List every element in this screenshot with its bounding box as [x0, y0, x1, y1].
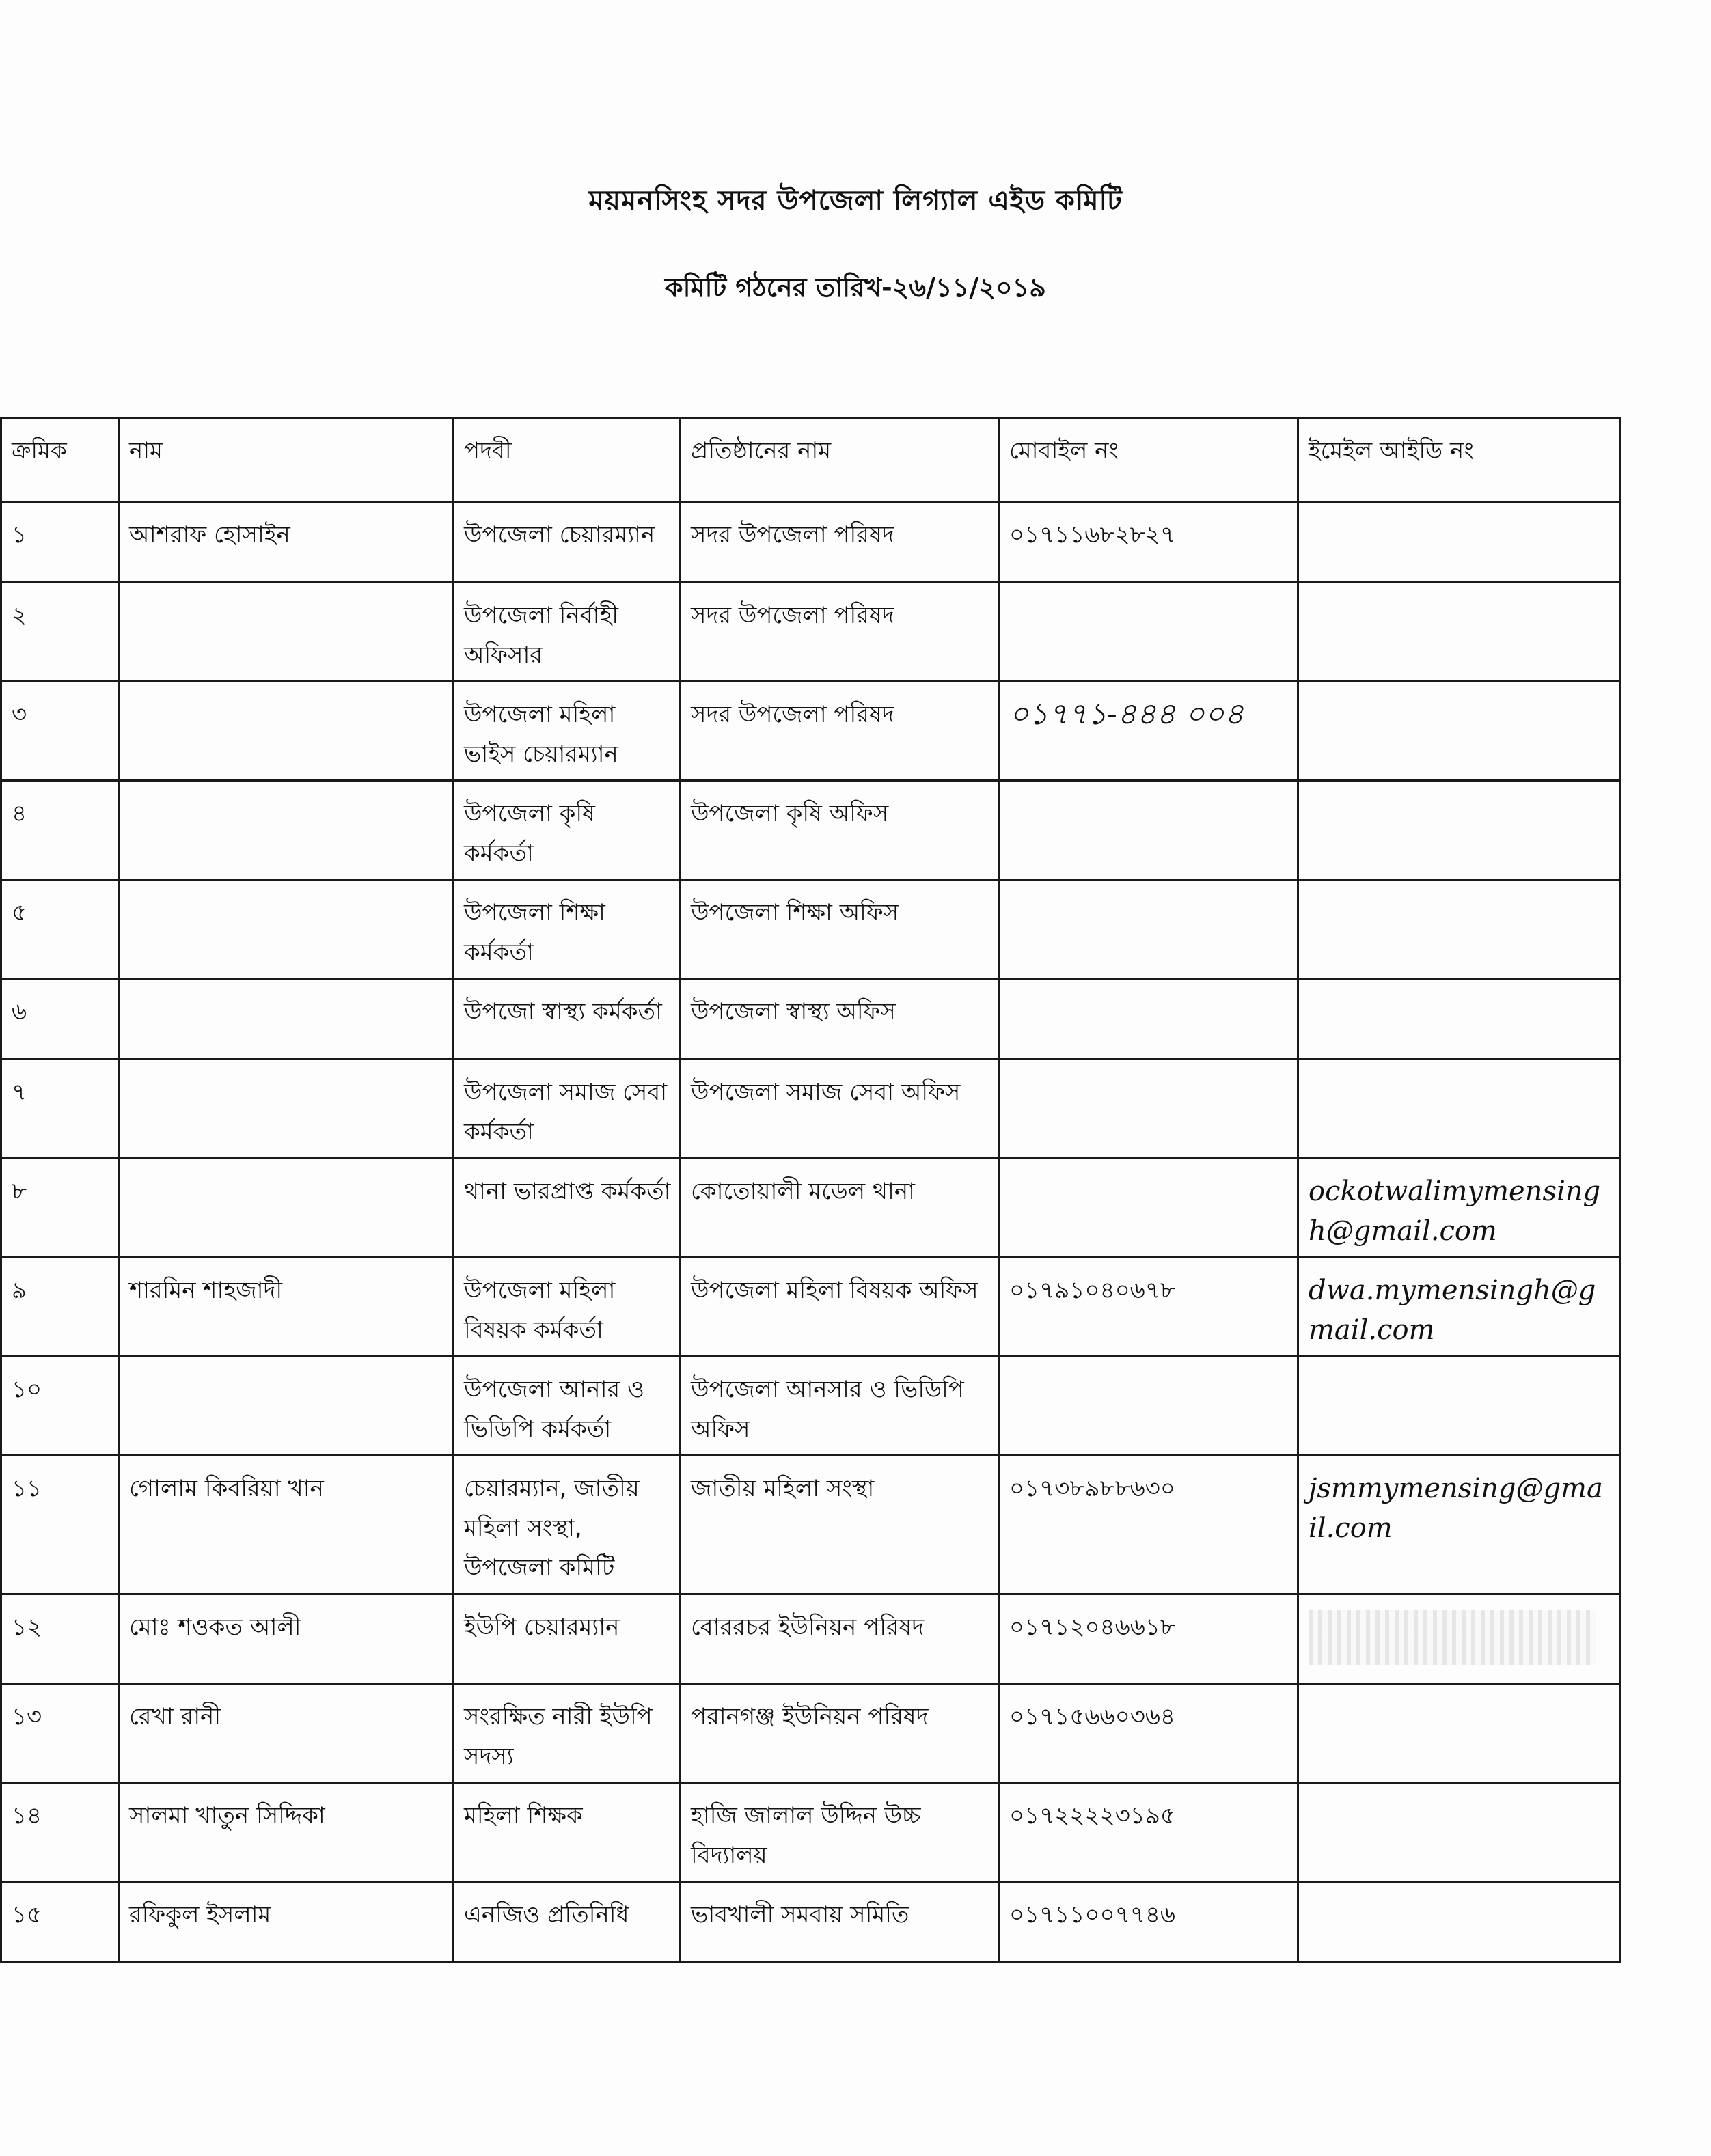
cell-email: [1298, 583, 1621, 682]
cell-mobile: ০১৭১১৬৮২৮২৭: [999, 502, 1298, 583]
cell-mobile: [999, 979, 1298, 1060]
cell-serial: ২: [1, 583, 119, 682]
cell-name: মোঃ শওকত আলী: [119, 1594, 454, 1684]
cell-mobile: [999, 1159, 1298, 1258]
cell-name: গোলাম কিবরিয়া খান: [119, 1456, 454, 1594]
cell-name: [119, 1159, 454, 1258]
cell-designation: উপজেলা আনার ও ভিডিপি কর্মকর্তা: [454, 1357, 681, 1456]
cell-name: আশরাফ হোসাইন: [119, 502, 454, 583]
cell-designation: চেয়ারম্যান, জাতীয় মহিলা সংস্থা, উপজেলা কমিটি: [454, 1456, 681, 1594]
cell-designation: মহিলা শিক্ষক: [454, 1783, 681, 1882]
cell-organization: বোররচর ইউনিয়ন পরিষদ: [681, 1594, 999, 1684]
cell-organization: জাতীয় মহিলা সংস্থা: [681, 1456, 999, 1594]
cell-mobile: ০১৭২২২২৩১৯৫: [999, 1783, 1298, 1882]
cell-organization: সদর উপজেলা পরিষদ: [681, 682, 999, 781]
cell-designation: উপজেলা সমাজ সেবা কর্মকর্তা: [454, 1060, 681, 1159]
cell-designation: ইউপি চেয়ারম্যান: [454, 1594, 681, 1684]
cell-email: [1298, 682, 1621, 781]
cell-organization: উপজেলা কৃষি অফিস: [681, 781, 999, 880]
cell-designation: এনজিও প্রতিনিধি: [454, 1882, 681, 1963]
cell-organization: ভাবখালী সমবায় সমিতি: [681, 1882, 999, 1963]
cell-designation: উপজেলা শিক্ষা কর্মকর্তা: [454, 880, 681, 979]
table-row: [1, 1882, 1621, 1963]
cell-organization: উপজেলা শিক্ষা অফিস: [681, 880, 999, 979]
cell-mobile: ০১৭১৫৬৬০৩৬৪: [999, 1684, 1298, 1783]
cell-serial: ৯: [1, 1258, 119, 1357]
table-header-row: [1, 418, 1621, 502]
cell-serial: ৪: [1, 781, 119, 880]
cell-serial: ১৫: [1, 1882, 119, 1963]
cell-serial: ১৪: [1, 1783, 119, 1882]
cell-email: [1298, 1783, 1621, 1882]
cell-mobile: [999, 583, 1298, 682]
cell-serial: ৫: [1, 880, 119, 979]
cell-email-handwritten: ockotwalimymensingh@gmail.com: [1298, 1159, 1621, 1258]
cell-serial: ১১: [1, 1456, 119, 1594]
cell-organization: কোতোয়ালী মডেল থানা: [681, 1159, 999, 1258]
header-name: নাম: [119, 418, 454, 502]
cell-serial: ৩: [1, 682, 119, 781]
cell-name: রফিকুল ইসলাম: [119, 1882, 454, 1963]
table-row: [1, 1060, 1621, 1159]
cell-organization: উপজেলা স্বাস্থ্য অফিস: [681, 979, 999, 1060]
table-row: [1, 880, 1621, 979]
table-row: [1, 1258, 1621, 1357]
cell-serial: ১০: [1, 1357, 119, 1456]
cell-serial: ৬: [1, 979, 119, 1060]
table-row: [1, 1684, 1621, 1783]
cell-email: [1298, 880, 1621, 979]
cell-name: শারমিন শাহজাদী: [119, 1258, 454, 1357]
cell-serial: ৭: [1, 1060, 119, 1159]
table-row: [1, 979, 1621, 1060]
cell-serial: ১৩: [1, 1684, 119, 1783]
page-title: ময়মনসিংহ সদর উপজেলা লিগ্যাল এইড কমিটি: [588, 185, 1123, 217]
cell-name: [119, 979, 454, 1060]
table-row: [1, 1456, 1621, 1594]
table-row: [1, 1783, 1621, 1882]
cell-name: [119, 781, 454, 880]
cell-organization: সদর উপজেলা পরিষদ: [681, 583, 999, 682]
table-row: [1, 1159, 1621, 1258]
table-row: [1, 1357, 1621, 1456]
cell-mobile: ০১৭১১০০৭৭৪৬: [999, 1882, 1298, 1963]
cell-email: [1298, 1882, 1621, 1963]
header-serial: ক্রমিক: [1, 418, 119, 502]
table-row: [1, 682, 1621, 781]
cell-mobile: [999, 1060, 1298, 1159]
cell-mobile: ০১৭১২০৪৬৬১৮: [999, 1594, 1298, 1684]
table-row: [1, 583, 1621, 682]
cell-serial: ১: [1, 502, 119, 583]
cell-serial: ১২: [1, 1594, 119, 1684]
cell-name: [119, 682, 454, 781]
cell-organization: উপজেলা মহিলা বিষয়ক অফিস: [681, 1258, 999, 1357]
cell-email: [1298, 502, 1621, 583]
cell-mobile: [999, 1357, 1298, 1456]
cell-designation: থানা ভারপ্রাপ্ত কর্মকর্তা: [454, 1159, 681, 1258]
header-email: ইমেইল আইডি নং: [1298, 418, 1621, 502]
cell-designation: উপজেলা কৃষি কর্মকর্তা: [454, 781, 681, 880]
cell-email-handwritten: dwa.mymensingh@gmail.com: [1298, 1258, 1621, 1357]
cell-designation: উপজেলা নির্বাহী অফিসার: [454, 583, 681, 682]
cell-name: সালমা খাতুন সিদ্দিকা: [119, 1783, 454, 1882]
cell-email: [1298, 1357, 1621, 1456]
cell-name: [119, 880, 454, 979]
committee-formation-date: কমিটি গঠনের তারিখ-২৬/১১/২০১৯: [665, 273, 1046, 303]
table-row: [1, 1594, 1621, 1684]
cell-designation: উপজো স্বাস্থ্য কর্মকর্তা: [454, 979, 681, 1060]
cell-designation: উপজেলা মহিলা ভাইস চেয়ারম্যান: [454, 682, 681, 781]
cell-organization: পরানগঞ্জ ইউনিয়ন পরিষদ: [681, 1684, 999, 1783]
header-mobile: মোবাইল নং: [999, 418, 1298, 502]
cell-name: রেখা রানী: [119, 1684, 454, 1783]
cell-mobile: [999, 781, 1298, 880]
cell-designation: উপজেলা মহিলা বিষয়ক কর্মকর্তা: [454, 1258, 681, 1357]
cell-email: [1298, 1594, 1621, 1684]
header-designation: পদবী: [454, 418, 681, 502]
cell-designation: সংরক্ষিত নারী ইউপি সদস্য: [454, 1684, 681, 1783]
cell-name: [119, 1060, 454, 1159]
cell-mobile: ০১৭৯১০৪০৬৭৮: [999, 1258, 1298, 1357]
cell-name: [119, 583, 454, 682]
cell-email: [1298, 979, 1621, 1060]
cell-email: [1298, 781, 1621, 880]
cell-name: [119, 1357, 454, 1456]
table-row: [1, 781, 1621, 880]
cell-organization: উপজেলা সমাজ সেবা অফিস: [681, 1060, 999, 1159]
cell-mobile: [999, 880, 1298, 979]
cell-email-handwritten: jsmmymensing@gmail.com: [1298, 1456, 1621, 1594]
committee-table: [0, 417, 1621, 1963]
table-row: [1, 502, 1621, 583]
cell-organization: সদর উপজেলা পরিষদ: [681, 502, 999, 583]
cell-organization: উপজেলা আনসার ও ভিডিপি অফিস: [681, 1357, 999, 1456]
cell-mobile: ০১৭৩৮৯৮৮৬৩০: [999, 1456, 1298, 1594]
cell-designation: উপজেলা চেয়ারম্যান: [454, 502, 681, 583]
redaction-smudge: [1309, 1610, 1596, 1665]
cell-email: [1298, 1060, 1621, 1159]
header-organization: প্রতিষ্ঠানের নাম: [681, 418, 999, 502]
cell-serial: ৮: [1, 1159, 119, 1258]
cell-organization: হাজি জালাল উদ্দিন উচ্চ বিদ্যালয়: [681, 1783, 999, 1882]
cell-email: [1298, 1684, 1621, 1783]
cell-mobile-handwritten: ০১৭৭১-৪৪৪ ০০৪: [999, 682, 1298, 781]
